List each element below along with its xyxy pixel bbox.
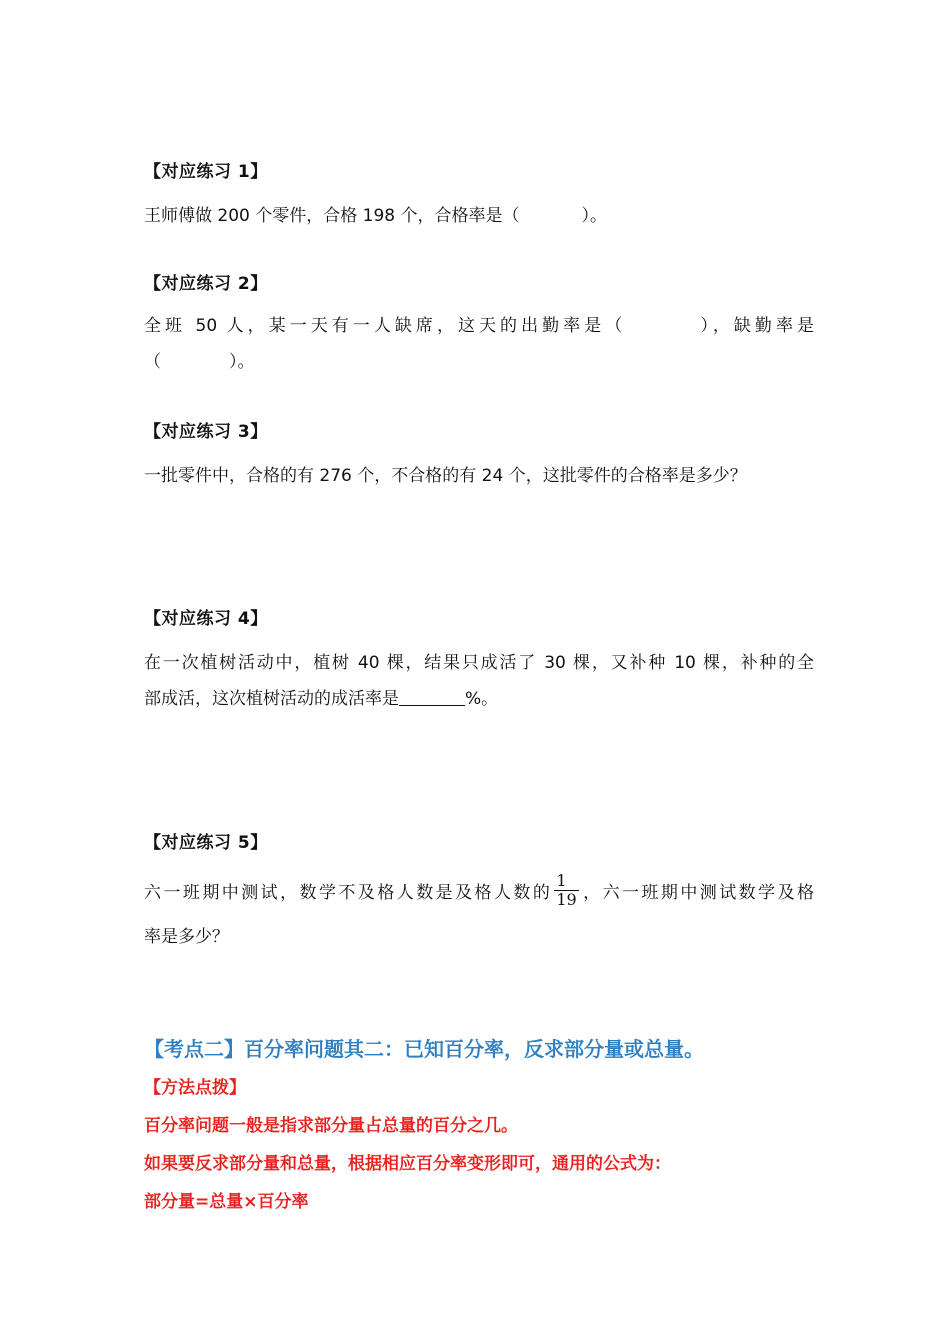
kaodian-title: 【考点二】百分率问题其二：已知百分率，反求部分量或总量。 xyxy=(144,1037,704,1061)
exercise-5-text-line2: 率是多少？ xyxy=(144,927,229,947)
exercise-3-title: 【对应练习 3】 xyxy=(144,422,268,442)
exercise-2-text-line2: （ ）。 xyxy=(144,352,255,372)
method-line-1: 百分率问题一般是指求部分量占总量的百分之几。 xyxy=(144,1116,518,1136)
exercise-5-text-line1: 六一班期中测试，数学不及格人数是及格人数的 $\frac{1}{19}$ ，六一班期中测试数学及格 xyxy=(144,870,815,909)
method-line-2: 如果要反求部分量和总量，根据相应百分率变形即可，通用的公式为： xyxy=(144,1154,671,1174)
exercise-3 xyxy=(144,420,814,494)
exercise-4 xyxy=(144,607,814,717)
fraction-1-19: $\frac{1}{19}$ xyxy=(556,870,577,909)
exercise-5-title: 【对应练习 5】 xyxy=(144,833,268,853)
method-title: 【方法点拨】 xyxy=(144,1078,246,1098)
exercise-1-title: 【对应练习 1】 xyxy=(144,162,268,182)
exercise-2-text-line1: 全班 50 人，某一天有一人缺席，这天的出勤率是（ ），缺勤率是 xyxy=(144,316,814,336)
exercise-3-text: 一批零件中，合格的有 276 个，不合格的有 24 个，这批零件的合格率是多少？ xyxy=(144,466,747,486)
exercise-2-title: 【对应练习 2】 xyxy=(144,274,268,294)
exercise-4-title: 【对应练习 4】 xyxy=(144,609,268,629)
exercise-1 xyxy=(144,160,814,234)
exercise-2 xyxy=(144,272,814,380)
exercise-4-text-line1: 在一次植树活动中，植树 40 棵，结果只成活了 30 棵，又补种 10 棵，补种的全 xyxy=(144,653,814,673)
exercise-5 xyxy=(144,831,814,955)
exercise-4-text-line2: 部成活，这次植树活动的成活率是 %。 xyxy=(144,689,499,709)
kaodian-section xyxy=(144,1034,844,1214)
answer-blank xyxy=(399,687,465,706)
exercise-1-text: 王师傅做 200 个零件，合格 198 个，合格率是（ ）。 xyxy=(144,206,608,226)
method-formula: 部分量=总量×百分率 xyxy=(144,1192,309,1212)
